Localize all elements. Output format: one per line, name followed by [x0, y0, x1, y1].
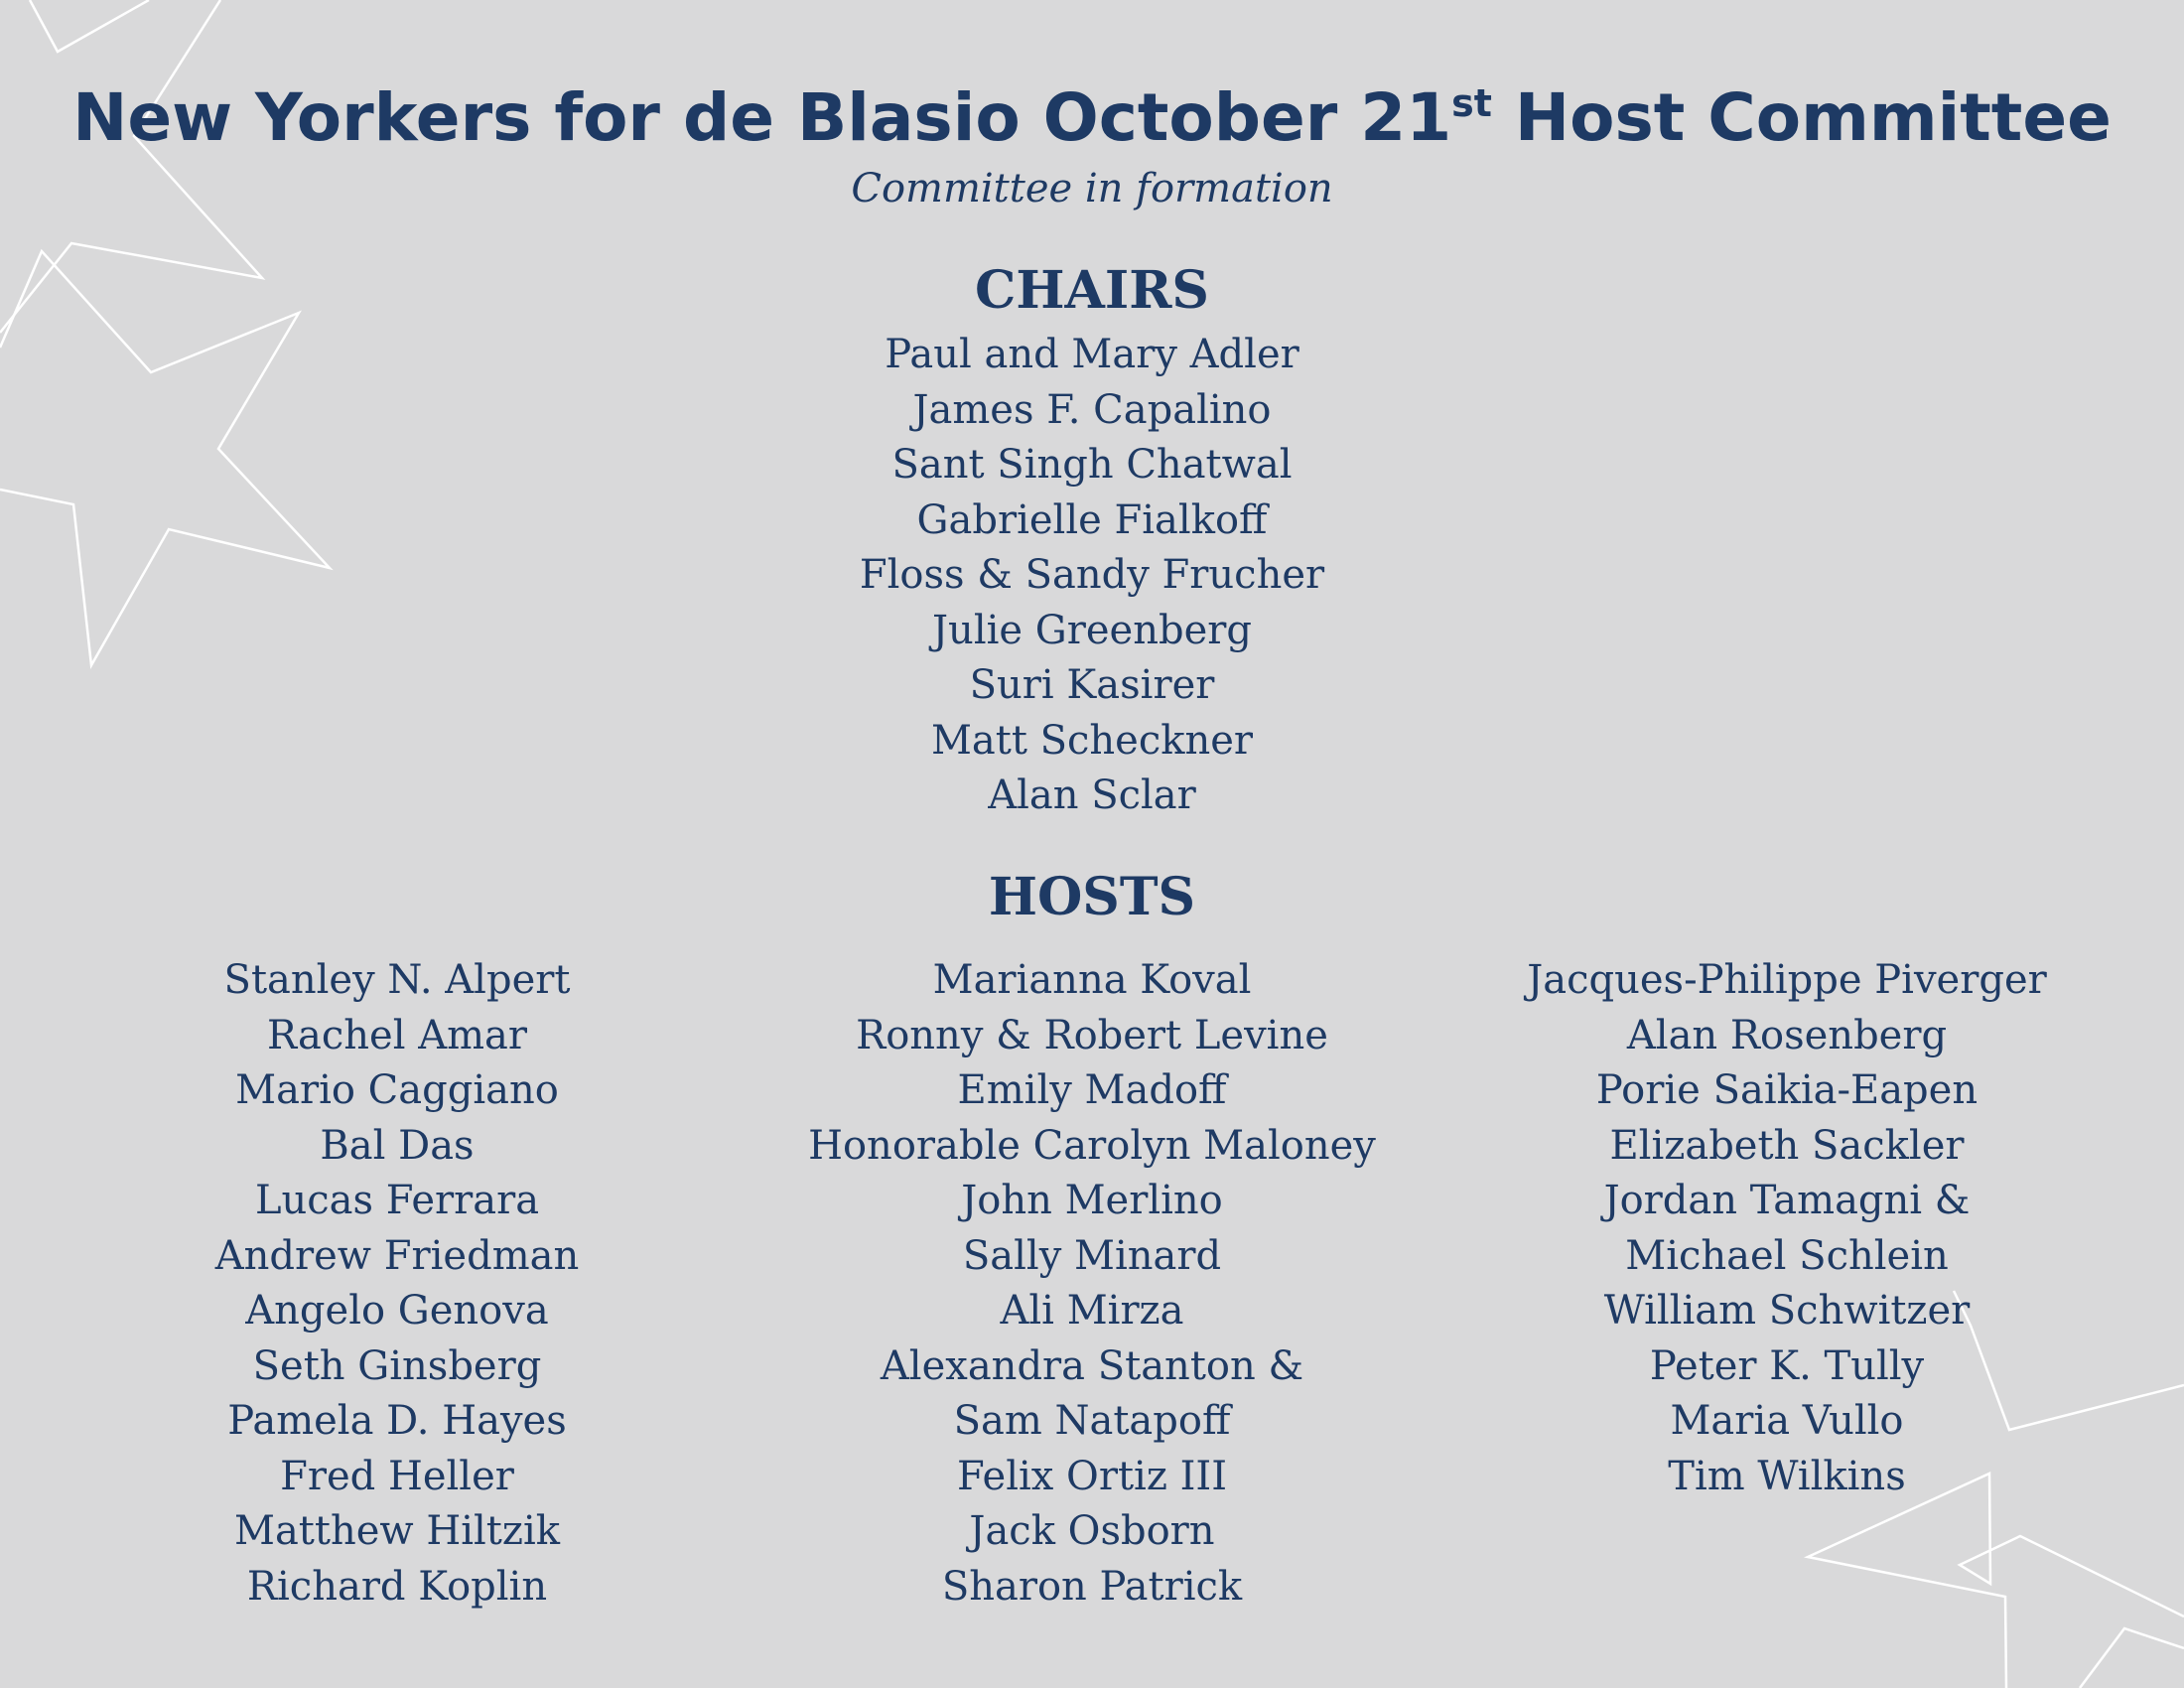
host-name: Richard Koplin [246, 1563, 548, 1610]
host-name: Bal Das [320, 1122, 475, 1169]
chair-name: Suri Kasirer [969, 662, 1215, 708]
chair-name: Julie Greenberg [932, 607, 1252, 653]
host-name: Honorable Carolyn Maloney [808, 1122, 1376, 1169]
host-name: Ronny & Robert Levine [856, 1012, 1328, 1058]
host-name: Jacques-Philippe Piverger [1527, 957, 2047, 1003]
host-name: Emily Madoff [957, 1067, 1227, 1113]
chair-name: Sant Singh Chatwal [891, 442, 1293, 488]
page-subtitle: Committee in formation [851, 166, 1333, 211]
title-main: New Yorkers for de Blasio October 21 [72, 79, 1452, 156]
chair-name: Matt Scheckner [930, 717, 1254, 764]
host-name: Sharon Patrick [941, 1563, 1243, 1610]
host-name: Jack Osborn [969, 1508, 1215, 1554]
host-name: Lucas Ferrara [254, 1178, 540, 1223]
host-name: Pamela D. Hayes [227, 1398, 567, 1444]
hosts-column-1 [149, 953, 645, 1615]
host-name: Angelo Genova [245, 1288, 549, 1334]
host-name: Sally Minard [962, 1232, 1222, 1279]
host-name: Andrew Friedman [214, 1232, 580, 1279]
host-name: Seth Ginsberg [252, 1342, 542, 1389]
host-name: Porie Saikia-Eapen [1595, 1067, 1979, 1113]
hosts-heading: HOSTS [988, 867, 1196, 927]
host-name: Felix Ortiz III [956, 1453, 1228, 1499]
hosts-column-2 [764, 953, 1420, 1615]
host-name: Stanley N. Alpert [223, 957, 571, 1003]
title-ordinal-suffix: st [1451, 81, 1492, 125]
chair-name: Floss & Sandy Frucher [859, 552, 1325, 598]
host-name: Peter K. Tully [1649, 1342, 1925, 1389]
host-name: Marianna Koval [932, 957, 1252, 1003]
host-name: Sam Natapoff [953, 1398, 1231, 1444]
host-name: Maria Vullo [1670, 1398, 1904, 1444]
host-name: William Schwitzer [1603, 1288, 1971, 1334]
host-name: Tim Wilkins [1668, 1453, 1906, 1499]
host-name: Elizabeth Sackler [1609, 1122, 1965, 1169]
title-end: Host Committee [1491, 79, 2112, 156]
chairs-heading: CHAIRS [975, 260, 1209, 321]
host-name: Mario Caggiano [235, 1067, 559, 1113]
host-name: Matthew Hiltzik [234, 1508, 560, 1554]
chair-name: Gabrielle Fialkoff [916, 496, 1268, 543]
host-name: Michael Schlein [1625, 1232, 1949, 1279]
page-title [0, 73, 2184, 163]
host-name: Rachel Amar [266, 1012, 527, 1058]
chair-name: James F. Capalino [912, 386, 1272, 433]
host-name: Jordan Tamagni & [1603, 1178, 1971, 1223]
host-name: John Merlino [961, 1178, 1223, 1223]
host-name: Fred Heller [280, 1453, 514, 1499]
host-name: Alan Rosenberg [1626, 1012, 1948, 1058]
chairs-list [695, 328, 1489, 824]
host-name: Alexandra Stanton & [880, 1342, 1304, 1389]
chair-name: Paul and Mary Adler [885, 332, 1299, 377]
chair-name: Alan Sclar [988, 773, 1196, 818]
hosts-column-3 [1489, 953, 2085, 1504]
host-name: Ali Mirza [1000, 1288, 1184, 1334]
